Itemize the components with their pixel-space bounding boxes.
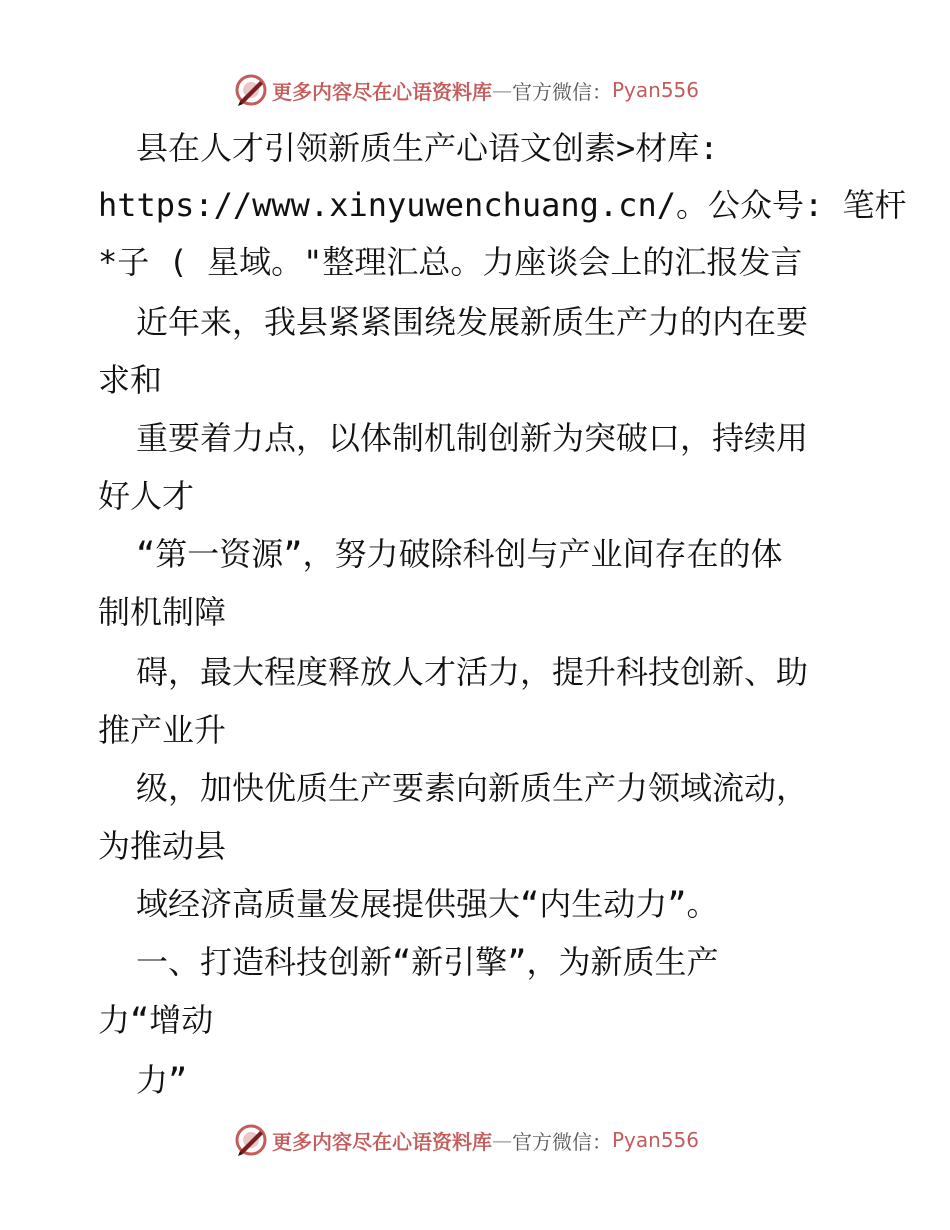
text-line: 县在人才引领新质生产心语文创素>材库: <box>136 129 719 167</box>
text-line: https://www.xinyuwenchuang.cn/。公众号: 笔杆 <box>98 186 907 224</box>
text-line: 力“增动 <box>98 1001 214 1039</box>
text-line: 好人才 <box>98 477 195 515</box>
banner-separator: — <box>492 1128 512 1152</box>
text-line: 求和 <box>98 361 163 399</box>
text-line: 级，加快优质生产要素向新质生产力领域流动， <box>136 769 809 807</box>
pen-logo-icon <box>234 73 268 107</box>
text-line: *子 ( 星域。"整理汇总。力座谈会上的汇报发言 <box>98 243 803 281</box>
text-line: 力” <box>136 1061 188 1099</box>
text-line: 重要着力点，以体制机制创新为突破口，持续用 <box>136 419 809 457</box>
banner-wechat-label: 官方微信： <box>512 79 612 104</box>
text-line: “第一资源”，努力破除科创与产业间存在的体 <box>136 535 783 573</box>
banner-wechat-label: 官方微信： <box>512 1129 612 1154</box>
text-line: 域经济高质量发展提供强大“内生动力”。 <box>136 885 719 923</box>
text-line: 一、打造科技创新“新引擎”，为新质生产 <box>136 943 719 981</box>
text-line: 为推动县 <box>98 827 227 865</box>
text-line: 近年来，我县紧紧围绕发展新质生产力的内在要 <box>136 303 809 341</box>
text-line: 制机制障 <box>98 593 227 631</box>
banner-text: 更多内容尽在心语资料库 <box>272 1129 492 1154</box>
banner-separator: — <box>492 78 512 102</box>
header-banner <box>234 70 699 110</box>
text-line: 推产业升 <box>98 711 227 749</box>
footer-banner <box>234 1120 699 1160</box>
banner-wechat-id: Pyan556 <box>612 78 700 102</box>
banner-wechat-id: Pyan556 <box>612 1128 700 1152</box>
text-line: 碍，最大程度释放人才活力，提升科技创新、助 <box>136 653 809 691</box>
pen-logo-icon <box>234 1123 268 1157</box>
banner-text: 更多内容尽在心语资料库 <box>272 79 492 104</box>
